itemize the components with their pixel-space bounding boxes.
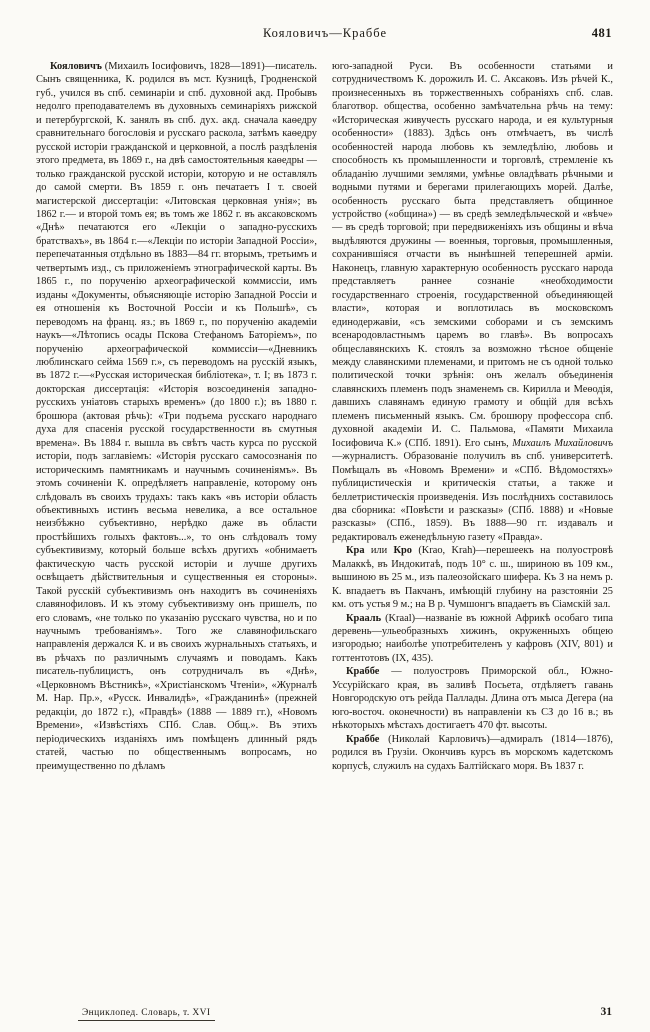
article-body-text: (Николай Карловичъ)—адмиралъ (1814—1876), родился въ Грузіи. Окончивъ курсъ въ морскомъ кадетскомъ корпусѣ, служилъ на судахъ Балтійскаго моря. Въ 1837 г. [332, 733, 613, 772]
article-body-text: —журналистъ. Образованіе получилъ въ спб. университетѣ. Помѣщалъ въ «Новомъ Времени» и «СПб. Вѣдомостяхъ» публицистическія и критическія статьи, а также и беллетристическія произведенія. Изъ послѣднихъ составилось два сборника: «Повѣсти и разсказы» (СПб. 1888) и «Новые разсказы» (СПб., 1859). Въ 1888—90 гг. издавалъ и редактировалъ еженедѣльную газету «Правда». [332, 451, 613, 543]
article-headword: Кра [346, 545, 365, 557]
sheet-number: 31 [600, 1006, 612, 1018]
article-body-text: (Михаилъ Іосифовичъ, 1828—1891)—писатель. Сынъ священника, К. родился въ мст. Кузницѣ, Гродненской губ., учился въ спб. семинаріи и спб. духовной акд. Пробывъ недолго преподавателемъ въ духовныхъ семинаріяхъ рижской и петербургской, К. занялъ въ спб. дух. акд. сначала каѳедру сравнительнаго богословія и русскаго раскола, затѣмъ каѳедру русской исторіи гражданской и церковной, а послѣ раздѣленія этого предмета, въ 1869 г., на двѣ самостоятельныя каѳедры — только гражданской русской исторіи, которую и не оставлялъ до самой смерти. Въ 1859 г. онъ печатаетъ I т. своей магистерской диссертаціи: «Литовская церковная унія»; въ 1862 г.— и второй томъ ея; въ томъ же 1862 г. въ аксаковскомъ «Днѣ» печатаются его «Лекціи о западно-русскихъ братствахъ», въ 1864 г.—«Лекціи по исторіи Западной Россіи», перепечатанныя отдѣльно въ 1883—84 гг. вторымъ, третьимъ и четвертымъ изд., съ приложеніемъ этнографической карты. Въ 1865 г., по порученію археографической коммиссіи, имъ изданы «Документы, объясняющіе исторію Западной Россіи и ея отношенія къ Восточной Россіи и къ Польшѣ», съ переводомъ на франц. яз.; въ 1869 г., по порученію академіи наукъ—«Лѣтопись осады Пскова Стефаномъ Баторіемъ», по порученію археографической коммиссіи—«Дневникъ люблинскаго сейма 1569 г.», съ переводомъ на русскій языкъ, въ 1872 г.—«Русская историческая библіотека», т. I; въ 1873 г. докторская диссертація: «Исторія возсоединенія западно-русскихъ уніатовъ старыхъ временъ» (до 1800 г.); въ 1880 г. брошюра (актовая рѣчь): «Три подъема русскаго народнаго духа для спасенія русской государственности въ смутныя времена». Въ 1884 г. вышла въ свѣтъ часть курса по русской исторіи, подъ заглавіемъ: «Исторія русскаго самосознанія по историческимъ памятникамъ и научнымъ сочиненіямъ». Въ этомъ сочиненіи К. опредѣляетъ направленіе, которому онъ слѣдовалъ въ своихъ трудахъ: такъ какъ «въ исторіи область объективныхъ истинъ весьма невелика, а все остальное неизбѣжно субъективно, нерѣдко даже въ области простѣйшихъ голыхъ фактовъ...», то онъ слѣдовалъ тому субъективизму, который больше всѣхъ другихъ «обнимаетъ фактическую часть русской исторіи и лучше другихъ освѣщаетъ дѣйствительныя и существенныя ея стороны». Такой русскій субъективизмъ онъ находитъ въ сочиненіяхъ славянофиловъ. И къ этому субъективизму онъ пришелъ, по его словамъ, «не только по указанію русскаго чувства, но и по научнымъ требованіямъ». Того же славянофильскаго направленія держался К. и въ своихъ журнальныхъ статьяхъ, и въ рѣчахъ по различнымъ случаямъ и поводамъ. Какъ писатель-публицистъ, онъ сотрудничалъ въ «Днѣ», «Церковномъ Вѣстникѣ», «Христіанскомъ Чтеніи», «Журналѣ М. Нар. Пр.», «Русск. Инвалидѣ», «Гражданинѣ» (прежней редакціи, до 1872 г.), «Правдѣ» (1888 — 1889 гг.), «Новомъ Времени», «Извѣстіяхъ СПб. Слав. Общ.». Въ этихъ періодическихъ изданіяхъ имъ помѣщенъ длинный рядъ статей, частью по общественнымъ вопросамъ, но преимущественно по дѣламъ [36, 61, 317, 772]
article-kraal [332, 612, 613, 666]
article-headword: Краббе [346, 733, 380, 745]
page-footer [36, 1006, 614, 1022]
article-krabbe-peninsula [332, 665, 613, 732]
article-headword-alt: Кро [393, 545, 412, 557]
page-number: 481 [591, 26, 612, 40]
article-headword: Краббе [346, 666, 380, 678]
right-column [332, 60, 613, 1004]
article-body-text: (Kraal)—названіе въ южной Африкѣ особаго типа деревень—ульеобразныхъ хижинъ, окруженныхъ общею изгородью; наиболѣе употребителенъ у кафровъ (XIV, 801) и готтентотовъ (IX, 435). [332, 612, 613, 664]
article-headword: Кояловичъ [50, 61, 102, 72]
article-headword: Крааль [346, 612, 382, 624]
imprint-label: Энциклопед. Словарь, т. XVI [78, 1008, 215, 1021]
running-title: Кояловичъ—Краббе [262, 26, 388, 40]
article-krabbe-admiral [332, 733, 613, 773]
page-header [36, 26, 614, 44]
article-body-text: (Krao, Krah)—перешеекъ на полуостровѣ Малаккѣ, въ Индокитаѣ, подъ 10° с. ш., шириною въ 109 км., вышиною въ 25 м., изъ палеозойскаго шифера. Къ З на немъ р. К. впадаетъ въ Пакчанъ, имѣющій глубину на разстояніи 25 км. отъ устья 9 м.; на В р. Чумшонгъ впадаетъ въ Сіамскій зал. [332, 545, 613, 611]
article-body-text: — полуостровъ Приморской обл., Южно-Уссурійскаго края, въ заливѣ Посьета, отдѣляетъ гавань Новгородскую отъ рейда Паллады. Длина отъ мыса Дегера (на юго-восточ. оконечности) въ направленіи къ СЗ до 16 в.; въ нѣкоторыхъ мѣстахъ достигаетъ 470 фт. высоты. [332, 666, 613, 732]
article-kra [332, 544, 613, 611]
left-column [36, 60, 317, 1004]
text-columns [36, 60, 614, 1004]
article-koyalovich [36, 60, 317, 773]
article-body-text: юго-западной Руси. Въ особенности статьями и сотрудничествомъ К. дорожилъ И. С. Аксаковъ. Изъ рѣчей К., произнесенныхъ въ торжественныхъ собраніяхъ спб. слав. благотвор. общества, особенно замѣчательна рѣчь на тему: «Историческая живучесть русскаго народа, и ея культурныя особенности» (1883). Здѣсь онъ отмѣчаетъ, въ числѣ особенностей народа любовь къ земледѣлію, любовь и способность къ промышленности и торговлѣ, стремленіе къ обладанію лучшими землями, умѣнье овладѣвать рѣчными и водными путями и берегами прилегающихъ морей. Далѣе, особенность русскаго быта представляетъ общинное устройство («община») — въ средѣ земледѣльческой и «вѣче» — въ средѣ торговой; при передвиженіяхъ изъ общины и вѣча выдѣляются дружины — военныя, торговыя, промышленныя, сохранившіяся отчасти въ нынѣшней теперешней арміи. Наконецъ, главную характерную особенность русскаго народа представляетъ раннее сознаніе «необходимости государственнаго строенія, государственной объединяющей власти», которая и воплотилась въ московскомъ единодержавіи, «съ земскими соборами и съ земскимъ всенародовластнымъ царемъ во главѣ». Въ вопросахъ общеславянскихъ К. стоялъ за возможно тѣсное общеніе между славянскими племенами, и притомъ не съ одной только политической точки зрѣнія: онъ желалъ объединенія славянскихъ племенъ подъ знаменемъ св. Кирилла и Меѳодія, давшихъ славянамъ единую грамоту и общій для всѣхъ племенъ письменный языкъ. См. брошюру профессора спб. духовной академіи И. С. Пальмова, «Памяти Михаила Іосифовича К.» (СПб. 1891). Его сынъ, [332, 61, 613, 449]
article-koyalovich-continuation [332, 60, 613, 544]
headword-conjunction: или [364, 545, 394, 557]
son-name: Михаилъ Михайловичъ [512, 437, 613, 449]
